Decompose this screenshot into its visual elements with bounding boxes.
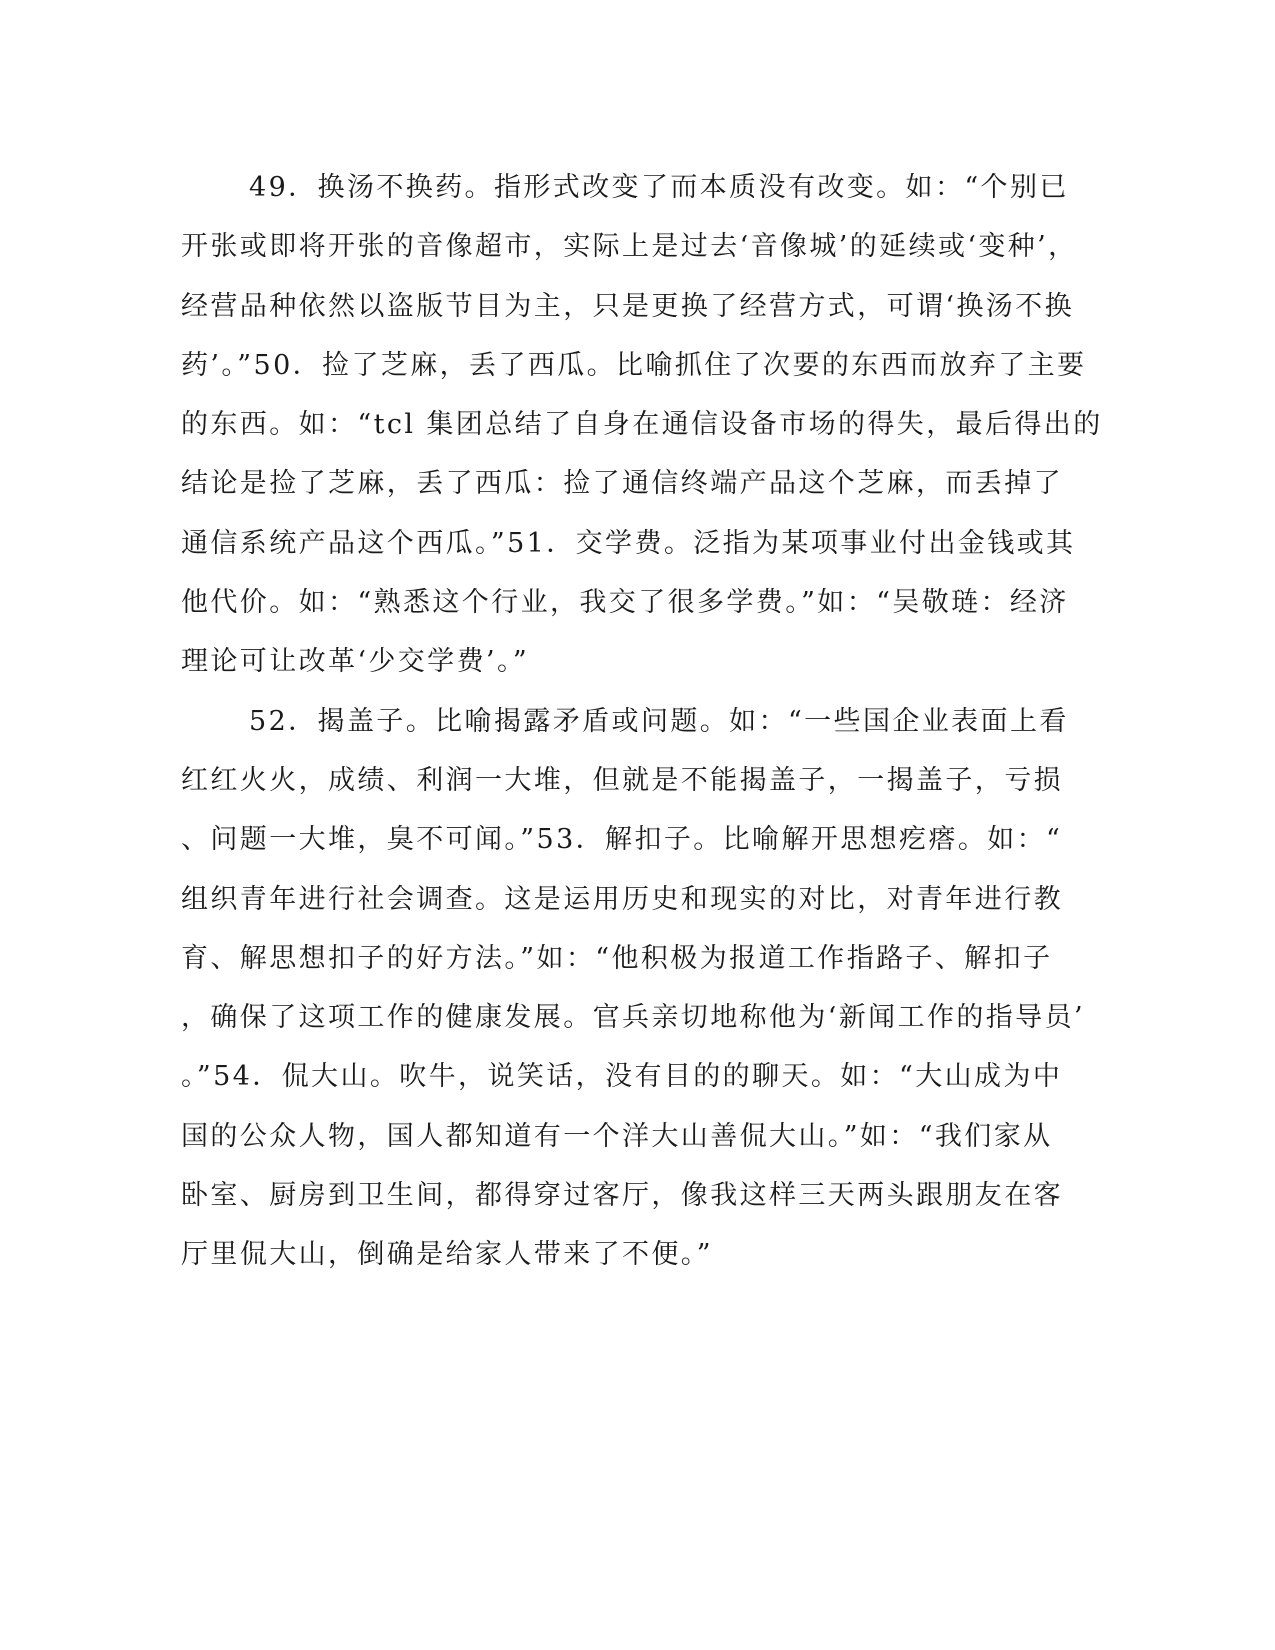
paragraph-line: 理论可让改革‘少交学费’。”: [181, 646, 530, 678]
paragraph-line: 药’。”50．捡了芝麻，丢了西瓜。比喻抓住了次要的东西而放弃了主要: [181, 349, 1087, 381]
paragraph-line: 厅里侃大山，倒确是给家人带来了不便。”: [181, 1239, 713, 1271]
paragraph-line: 经营品种依然以盗版节目为主，只是更换了经营方式，可谓‘换汤不换: [181, 290, 1074, 322]
paragraph-line: 、问题一大堆，臭不可闻。”53．解扣子。比喻解开思想疙瘩。如：“: [181, 824, 1063, 856]
paragraph-line: 红红火火，成绩、利润一大堆，但就是不能揭盖子，一揭盖子，亏损: [181, 764, 1063, 796]
paragraph-line: 开张或即将开张的音像超市，实际上是过去‘音像城’的延续或‘变种’，: [181, 231, 1078, 263]
paragraph-line: 的东西。如：“tcl 集团总结了自身在通信设备市场的得失，最后得出的: [181, 409, 1103, 441]
paragraph-line: 49．换汤不换药。指形式改变了而本质没有改变。如：“个别已: [249, 172, 1069, 203]
paragraph-line: 通信系统产品这个西瓜。”51．交学费。泛指为某项事业付出金钱或其: [181, 527, 1076, 559]
paragraph-line: 。”54．侃大山。吹牛，说笑话，没有目的的聊天。如：“大山成为中: [181, 1061, 1063, 1093]
paragraph-line: 他代价。如：“熟悉这个行业，我交了很多学费。”如：“吴敬琏：经济: [181, 587, 1069, 619]
paragraph-line: 育、解思想扣子的好方法。”如：“他积极为报道工作指路子、解扣子: [181, 942, 1053, 974]
paragraph-line: 组织青年进行社会调查。这是运用历史和现实的对比，对青年进行教: [181, 883, 1063, 915]
body-text: [181, 158, 1103, 1285]
paragraph-line: 结论是捡了芝麻，丢了西瓜：捡了通信终端产品这个芝麻，而丢掉了: [181, 468, 1063, 500]
paragraph-line: 52．揭盖子。比喻揭露矛盾或问题。如：“一些国企业表面上看: [249, 705, 1069, 737]
paragraph-line: 卧室、厨房到卫生间，都得穿过客厅，像我这样三天两头跟朋友在客: [181, 1180, 1063, 1212]
paragraph-line: ，确保了这项工作的健康发展。官兵亲切地称他为‘新闻工作的指导员’: [181, 1002, 1085, 1034]
paragraph-line: 国的公众人物，国人都知道有一个洋大山善侃大山。”如：“我们家从: [181, 1120, 1053, 1152]
